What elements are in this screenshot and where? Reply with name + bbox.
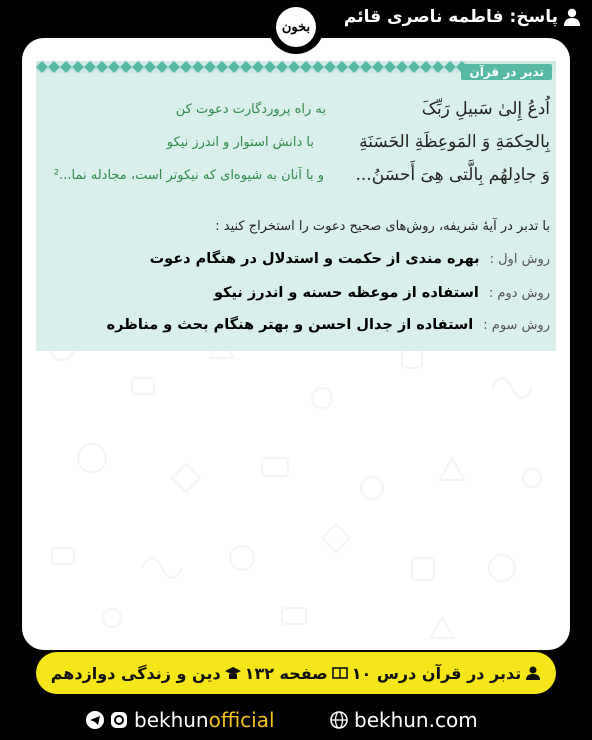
website-link[interactable] <box>330 708 478 732</box>
method-answer: بهره مندی از حکمت و استدلال در هنگام دعوت <box>149 251 480 267</box>
verse-translation: با دانش استوار و اندرز نیکو <box>166 135 314 150</box>
verse-translation: به راه پروردگارت دعوت کن <box>175 102 326 117</box>
verse-translation: و با آنان به شیوه‌ای که نیکوتر است، مجادله نما...² <box>53 168 324 183</box>
author-credit <box>344 7 580 27</box>
website-url: bekhun.com <box>354 708 478 732</box>
handle-main: bekhun <box>134 708 209 732</box>
social-handle[interactable] <box>86 708 275 732</box>
quran-reflection-box <box>36 61 556 351</box>
method-answer: استفاده از موعظه حسنه و اندرز نیکو <box>213 285 479 301</box>
handle-accent: official <box>208 708 275 732</box>
brand-logo <box>268 0 324 54</box>
verse-row <box>36 99 556 129</box>
book-icon <box>332 666 348 680</box>
logo-text: بخون <box>276 7 316 47</box>
method-label: روش اول : <box>489 252 550 267</box>
bottom-bar <box>0 700 592 740</box>
lesson-footer <box>36 652 556 694</box>
student-icon <box>525 666 541 680</box>
user-icon <box>564 8 580 26</box>
footer-subject: دین و زندگی دوازدهم <box>50 663 221 683</box>
footer-lesson: تدبر در قرآن درس ۱۰ <box>351 663 522 683</box>
verse-arabic: بِالحِکمَةِ وَ المَوعِظَةِ الحَسَنَةِ <box>359 132 550 152</box>
footer-page: صفحه ۱۳۲ <box>244 663 328 683</box>
method-label: روش سوم : <box>483 318 550 333</box>
method-row <box>107 317 550 333</box>
instruction-text: با تدبر در آیهٔ شریفه، روش‌های صحیح دعوت را استخراج کنید : <box>215 219 550 234</box>
box-title: تدبر در قرآن <box>461 64 552 80</box>
verse-row <box>36 132 556 162</box>
verse-arabic: وَ جادِلهُم بِالَّتی هِیَ أَحسَنُ... <box>355 165 550 185</box>
verse-arabic: اُدعُ إِلیٰ سَبیلِ رَبِّکَ <box>421 99 550 119</box>
doodle-watermark <box>22 318 570 648</box>
graduation-icon <box>225 666 241 680</box>
verse-row <box>36 165 556 195</box>
method-label: روش دوم : <box>488 286 550 301</box>
instagram-icon <box>110 711 128 729</box>
telegram-icon <box>86 711 104 729</box>
author-name: پاسخ: فاطمه ناصری قائم <box>343 7 558 27</box>
method-answer: استفاده از جدال احسن و بهتر هنگام بحث و مناظره <box>106 317 474 333</box>
method-row <box>150 251 550 267</box>
globe-icon <box>330 711 348 729</box>
content-card <box>22 38 570 650</box>
method-row <box>214 285 550 301</box>
